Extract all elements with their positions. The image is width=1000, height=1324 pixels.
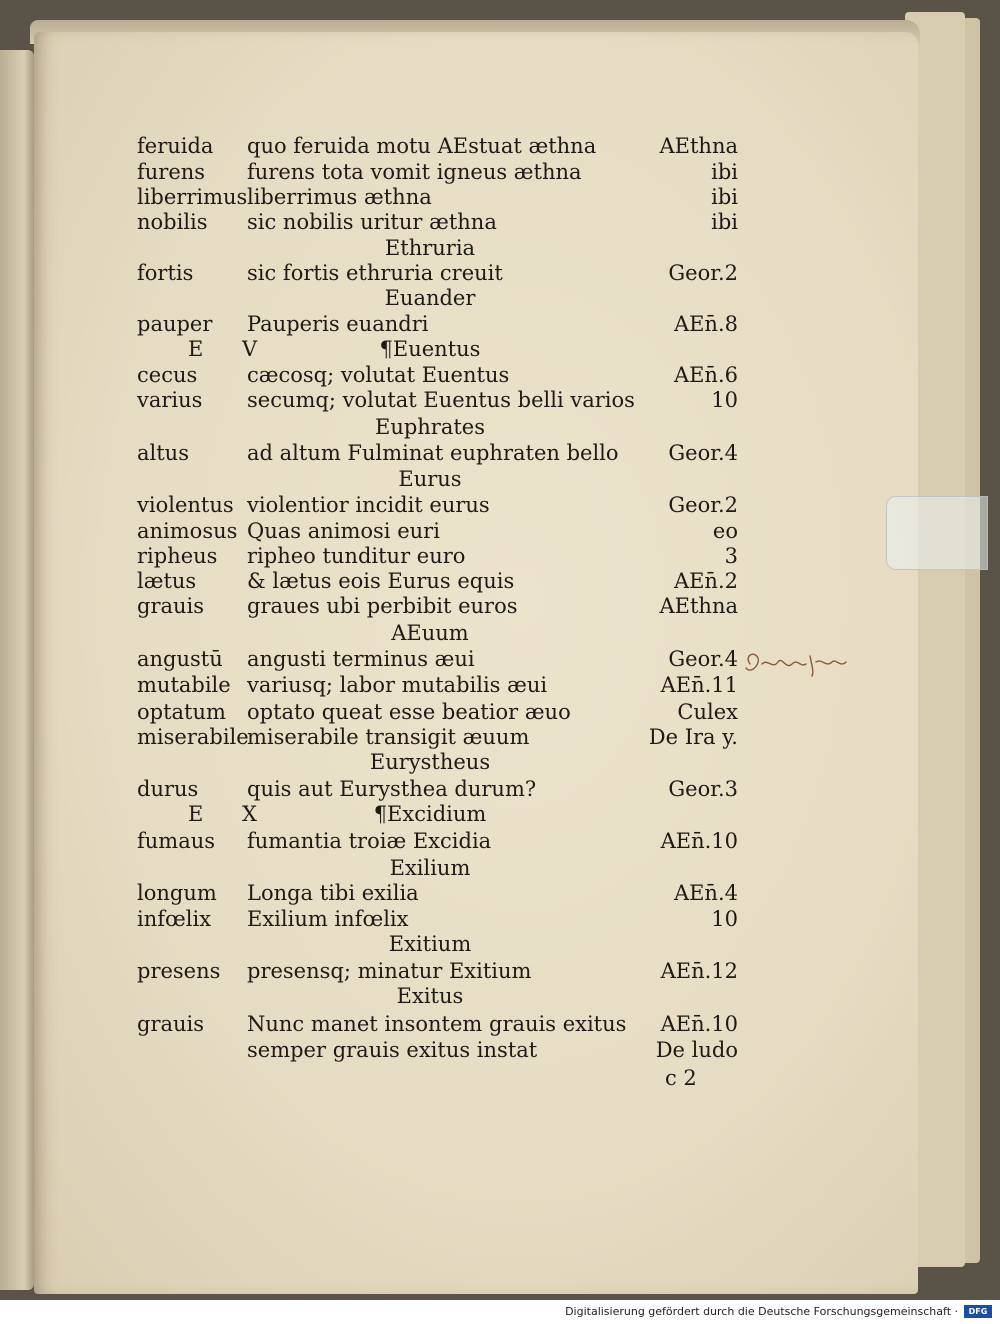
footer-credit: Digitalisierung gefördert durch die Deutsche Forschungsgemeinschaft · bbox=[565, 1305, 958, 1318]
index-row bbox=[0, 801, 1000, 827]
headword: miserabile bbox=[137, 725, 249, 749]
index-row bbox=[0, 440, 1000, 466]
index-row bbox=[0, 543, 1000, 569]
index-row bbox=[0, 568, 1000, 594]
quotation: Nunc manet insontem grauis exitus bbox=[247, 1012, 627, 1036]
section-heading: Euphrates bbox=[374, 415, 486, 439]
section-heading: AEuum bbox=[391, 621, 469, 645]
index-row bbox=[0, 749, 1000, 775]
headword: nobilis bbox=[137, 210, 208, 234]
index-row bbox=[0, 235, 1000, 261]
headword: pauper bbox=[137, 312, 213, 336]
reference: Geor.2 bbox=[668, 493, 738, 517]
reference: Geor.4 bbox=[668, 441, 738, 465]
index-row bbox=[0, 518, 1000, 544]
index-row bbox=[0, 1011, 1000, 1037]
reference: AEn̄.2 bbox=[673, 569, 738, 593]
headword: grauis bbox=[137, 594, 205, 618]
index-row bbox=[0, 466, 1000, 492]
headword: fortis bbox=[137, 261, 194, 285]
quotation: Quas animosi euri bbox=[247, 519, 440, 543]
quotation: ad altum Fulminat euphraten bello bbox=[247, 441, 619, 465]
quotation: sic fortis ethruria creuit bbox=[247, 261, 503, 285]
quotation: Exilium infœlix bbox=[247, 907, 409, 931]
reference: AEthna bbox=[659, 594, 738, 618]
section-heading: Exitium bbox=[388, 932, 472, 956]
reference: De Ira y. bbox=[648, 725, 738, 749]
headword: longum bbox=[137, 881, 217, 905]
headword: durus bbox=[137, 777, 199, 801]
letter-heading: E X bbox=[188, 802, 273, 826]
signature-mark: c 2 bbox=[665, 1066, 697, 1090]
reference: AEn̄.12 bbox=[660, 959, 738, 983]
headword: cecus bbox=[137, 363, 198, 387]
index-row bbox=[0, 931, 1000, 957]
index-row bbox=[0, 776, 1000, 802]
headword: angustū bbox=[137, 647, 223, 671]
quotation: quis aut Eurysthea durum? bbox=[247, 777, 537, 801]
reference: AEn̄.11 bbox=[660, 673, 738, 697]
headword: liberrimus bbox=[137, 185, 248, 209]
quotation: fumantia troiæ Excidia bbox=[247, 829, 492, 853]
quotation: ripheo tunditur euro bbox=[247, 544, 466, 568]
index-row bbox=[0, 828, 1000, 854]
reference: AEn̄.10 bbox=[660, 829, 738, 853]
headword: altus bbox=[137, 441, 189, 465]
quotation: variusq; labor mutabilis æui bbox=[247, 673, 548, 697]
reference: De ludo bbox=[655, 1038, 738, 1062]
dfg-logo: DFG bbox=[964, 1305, 992, 1318]
reference: Geor.2 bbox=[668, 261, 738, 285]
index-row bbox=[0, 362, 1000, 388]
quotation: liberrimus æthna bbox=[247, 185, 432, 209]
index-row bbox=[0, 133, 1000, 159]
section-heading: ¶Euentus bbox=[379, 337, 481, 361]
reference: ibi bbox=[711, 185, 738, 209]
index-row bbox=[0, 855, 1000, 881]
index-row bbox=[0, 336, 1000, 362]
quotation: & lætus eois Eurus equis bbox=[247, 569, 515, 593]
section-heading: Exilium bbox=[389, 856, 471, 880]
section-heading: ¶Excidium bbox=[373, 802, 487, 826]
index-row bbox=[0, 311, 1000, 337]
index-row bbox=[0, 159, 1000, 185]
quotation: presensq; minatur Exitium bbox=[247, 959, 532, 983]
reference: ibi bbox=[711, 160, 738, 184]
headword: presens bbox=[137, 959, 221, 983]
section-heading: Euander bbox=[384, 286, 476, 310]
handwritten-annotation bbox=[742, 646, 852, 682]
headword: grauis bbox=[137, 1012, 205, 1036]
headword: animosus bbox=[137, 519, 238, 543]
index-row bbox=[0, 958, 1000, 984]
quotation: optato queat esse beatior æuo bbox=[247, 700, 571, 724]
reference: eo bbox=[712, 519, 738, 543]
reference: AEthna bbox=[659, 134, 738, 158]
quotation: Longa tibi exilia bbox=[247, 881, 419, 905]
section-heading: Eurus bbox=[398, 467, 462, 491]
footer-bar bbox=[0, 1300, 1000, 1324]
index-row bbox=[0, 699, 1000, 725]
reference: AEn̄.10 bbox=[660, 1012, 738, 1036]
quotation: semper grauis exitus instat bbox=[247, 1038, 538, 1062]
index-row bbox=[0, 724, 1000, 750]
index-row bbox=[0, 387, 1000, 413]
index-row bbox=[0, 209, 1000, 235]
index-row bbox=[0, 285, 1000, 311]
index-row bbox=[0, 492, 1000, 518]
index-row bbox=[0, 983, 1000, 1009]
headword: lætus bbox=[137, 569, 197, 593]
section-heading: Exitus bbox=[396, 984, 464, 1008]
headword: ripheus bbox=[137, 544, 218, 568]
reference: 10 bbox=[711, 907, 738, 931]
reference: AEn̄.8 bbox=[673, 312, 738, 336]
index-row bbox=[0, 880, 1000, 906]
headword: mutabile bbox=[137, 673, 231, 697]
headword: furens bbox=[137, 160, 206, 184]
index-row bbox=[0, 260, 1000, 286]
index-row bbox=[0, 620, 1000, 646]
reference: 10 bbox=[711, 388, 738, 412]
headword: optatum bbox=[137, 700, 226, 724]
quotation: secumq; volutat Euentus belli varios bbox=[247, 388, 635, 412]
quotation: quo feruida motu AEstuat æthna bbox=[247, 134, 597, 158]
index-row bbox=[0, 593, 1000, 619]
reference: ibi bbox=[711, 210, 738, 234]
headword: feruida bbox=[137, 134, 214, 158]
headword: violentus bbox=[137, 493, 234, 517]
quotation: miserabile transigit æuum bbox=[247, 725, 530, 749]
reference: AEn̄.6 bbox=[673, 363, 738, 387]
headword: fumaus bbox=[137, 829, 216, 853]
index-row bbox=[0, 184, 1000, 210]
quotation: sic nobilis uritur æthna bbox=[247, 210, 497, 234]
quotation: furens tota vomit igneus æthna bbox=[247, 160, 582, 184]
reference: Geor.3 bbox=[668, 777, 738, 801]
headword: varius bbox=[137, 388, 203, 412]
reference: Geor.4 bbox=[668, 647, 738, 671]
quotation: violentior incidit eurus bbox=[247, 493, 490, 517]
index-row bbox=[0, 906, 1000, 932]
quotation: graues ubi perbibit euros bbox=[247, 594, 518, 618]
quotation: angusti terminus æui bbox=[247, 647, 475, 671]
index-row bbox=[0, 1037, 1000, 1063]
index-row bbox=[0, 414, 1000, 440]
quotation: cæcosq; volutat Euentus bbox=[247, 363, 510, 387]
reference: AEn̄.4 bbox=[673, 881, 738, 905]
section-heading: Eurystheus bbox=[369, 750, 491, 774]
section-heading: Ethruria bbox=[384, 236, 476, 260]
reference: Culex bbox=[677, 700, 738, 724]
letter-heading: E V bbox=[188, 337, 274, 361]
reference: 3 bbox=[724, 544, 738, 568]
headword: infœlix bbox=[137, 907, 212, 931]
quotation: Pauperis euandri bbox=[247, 312, 429, 336]
